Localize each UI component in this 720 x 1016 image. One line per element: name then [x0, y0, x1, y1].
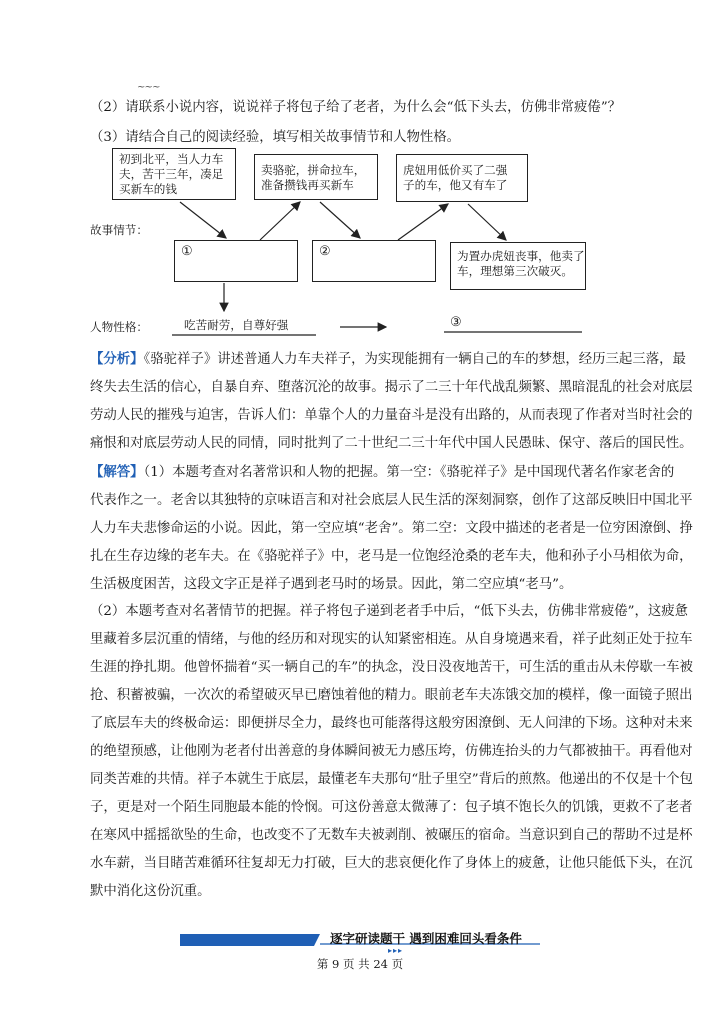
arrow-blank1-to-box2: [260, 202, 300, 240]
blank-1-marker: ①: [181, 244, 193, 259]
trait-1: 吃苦耐劳，自尊好强: [184, 318, 289, 332]
plot-box-1: 初到北平，当人力车 夫，苦干三年，凑足 买新车的钱: [112, 148, 236, 200]
footer-slogan: 逐字研读题干 遇到困难回头看条件: [330, 931, 522, 946]
arrow-box3-to-box4: [468, 204, 506, 240]
question-3: （3）请结合自己的阅读经验，填写相关故事情节和人物性格。: [90, 130, 461, 145]
character-label: 人物性格：: [90, 320, 148, 334]
footer-arrows: ▸▸▸: [388, 946, 404, 955]
arrow-blank2-to-box3: [398, 204, 448, 240]
top-mark: ~ ~ ~: [137, 82, 159, 93]
question-2: （2）请联系小说内容，说说祥子将包子给了老者，为什么会“低下头去，仿佛非常疲倦”？: [90, 100, 622, 115]
diagram-arrows: [0, 0, 720, 360]
page-number: 第 9 页 共 24 页: [316, 957, 404, 971]
answer-part-2: （2）本题考查对名著情节的把握。祥子将包子递到老者手中后，“低下头去，仿佛非常疲倦”，这疲惫 里藏着多层沉重的情绪，与他的经历和对现实的认知紧密相连。从自身境遇来看，祥子此刻正处于拉车 生涯的挣扎期。他曾怀揣着“买一辆自己的车”的执念，没日没夜地苦干，可生活的重击从未停歇一车被 抢、积蓄被骗，一次次的希望破灭早已磨蚀着他的精力。眼前老车夫冻饿交加的模样，像一面镜子照出 了底层车夫的终极命运：即便拼尽全力，最终也可能落得这般穷困潦倒、无人问津的下场。这种对未来 的绝望预感，让他刚为老者付出善意的身体瞬间被无力感压垮，仿佛连抬头的力气都被抽干。再看他对 同类苦难的共情。祥子本就生于底层，最懂老车夫那句“肚子里空”背后的煎熬。他递出的不仅是十个包 子，更是对一个陌生同胞最本能的怜悯。可这份善意太微薄了：包子填不饱长久的饥饿，更救不了老者 在寒风中摇摇欲坠的生命，也改变不了无数车夫被剥削、被碾压的宿命。当意识到自己的帮助不过是杯 水车薪，当目睹苦难循环往复却无力打破，巨大的悲哀便化作了身体上的疲惫，让他只能低下头，在沉 默中消化这份沉重。: [90, 604, 693, 899]
footer-band: [180, 930, 540, 950]
blank-2-marker: ②: [319, 244, 331, 259]
answer-tag: 【解答】: [90, 464, 144, 480]
arrow-box2-to-blank2: [320, 202, 360, 238]
plot-box-2: 卖骆驼，拼命拉车， 准备攒钱再买新车: [254, 154, 378, 200]
plot-box-4: 为置办虎妞丧事，他卖了 车，理想第三次破灭。: [450, 242, 586, 290]
analysis-tag: 【分析】: [90, 351, 144, 367]
analysis-block: 【分析】《骆驼祥子》讲述普通人力车夫祥子，为实现能拥有一辆自己的车的梦想，经历三起三落，最 终失去生活的信心，自暴自弃、堕落沉沦的故事。揭示了二三十年代战乱频繁、黑暗混乱的社会对底层 劳动人民的摧残与迫害，告诉人们：单靠个人的力量奋斗是没有出路的，从而表现了作者对当时社会的 痛恨和对底层劳动人民的同情，同时批判了二十世纪二三十年代中国人民愚昧、保守、落后的国民性。: [90, 351, 693, 451]
plot-box-3: 虎妞用低价买了二强 子的车，他又有车了: [396, 154, 528, 202]
story-label: 故事情节：: [90, 223, 148, 237]
answer-block: 【解答】（1）本题考查对名著常识和人物的把握。第一空：《骆驼祥子》是中国现代著名作家老舍的 代表作之一。老舍以其独特的京味语言和对社会底层人民生活的深刻洞察，创作了这部反映旧中国北平 人力车夫悲惨命运的小说。因此，第一空应填“老舍”。第二空：文段中描述的老者是一位穷困潦倒、挣 扎在生存边缘的老车夫。在《骆驼祥子》中，老马是一位饱经沧桑的老车夫，他和孙子小马相依为命， 生活极度困苦，这段文字正是祥子遇到老马时的场景。因此，第二空应填“老马”。: [90, 464, 693, 592]
arrow-box1-to-blank1: [180, 202, 226, 238]
blank-3-marker: ③: [450, 315, 462, 330]
